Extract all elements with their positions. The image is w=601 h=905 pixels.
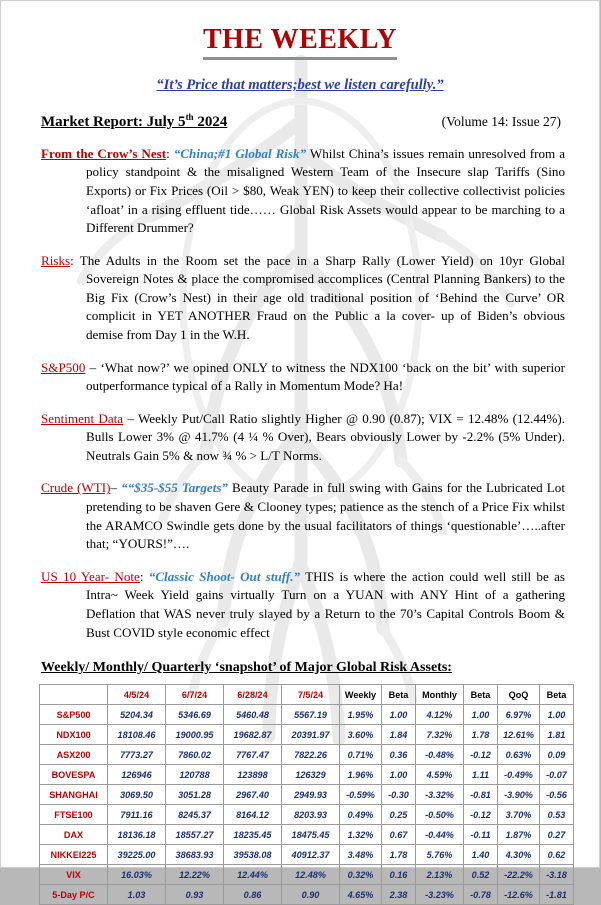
table-cell: 2.38 — [382, 885, 416, 905]
table-cell: 18108.46 — [108, 725, 166, 745]
table-row-label: VIX — [40, 865, 108, 885]
table-cell: -0.78 — [464, 885, 498, 905]
table-cell: 19682.87 — [224, 725, 282, 745]
table-cell: 5.76% — [416, 845, 464, 865]
table-cell: 1.00 — [464, 705, 498, 725]
section-body: THIS is where the action could well still be as Intra~ Week Yield gains virtually Turn on a YUAN with ANY Hint of a gathering Deflation that WAS never truly slayed by a Return to the 70’s Capital Controls Boom & Bust COVID style economic effect — [86, 568, 565, 640]
table-cell: -0.48% — [416, 745, 464, 765]
section-crude-wti — [31, 479, 569, 553]
section-quote: “China;#1 Global Risk” — [173, 145, 307, 161]
table-row — [40, 845, 574, 865]
table-cell: 2949.93 — [282, 785, 340, 805]
tagline: “It’s Price that matters;best we listen carefully.” — [156, 76, 444, 93]
section-body: The Adults in the Room set the pace in a Sharp Rally (Lower Yield) on 10yr Global Sovereign Notes & place the compromised accomplices (Central Planning Bankers) to the Big Fix (Crow’s Nest) in their age old traditional position of ‘Behind the Curve’ OR complicit in YET ANOTHER Fraud on the Public a la cover- up of Biden’s obvious demise from Day 1 in the W.H. — [79, 252, 565, 342]
table-cell: 3.60% — [340, 725, 382, 745]
table-cell: -3.18 — [540, 865, 574, 885]
table-cell: 12.48% — [282, 865, 340, 885]
masthead — [31, 1, 569, 60]
table-row — [40, 705, 574, 725]
table-cell: 123898 — [224, 765, 282, 785]
table-cell: 120788 — [166, 765, 224, 785]
table-cell: -0.59% — [340, 785, 382, 805]
table-row — [40, 785, 574, 805]
table-cell: 3069.50 — [108, 785, 166, 805]
section-separator: : — [70, 252, 74, 268]
table-cell: -0.11 — [464, 825, 498, 845]
table-cell: 6.97% — [498, 705, 540, 725]
table-cell: 0.90 — [282, 885, 340, 905]
table-row — [40, 825, 574, 845]
table-cell: 7911.16 — [108, 805, 166, 825]
table-row — [40, 865, 574, 885]
table-cell: 18235.45 — [224, 825, 282, 845]
table-cell: -0.49% — [498, 765, 540, 785]
table-cell: 18136.18 — [108, 825, 166, 845]
table-cell: 12.22% — [166, 865, 224, 885]
table-cell: 0.53 — [540, 805, 574, 825]
table-cell: 1.87% — [498, 825, 540, 845]
table-row — [40, 805, 574, 825]
table-cell: 18557.27 — [166, 825, 224, 845]
table-row-label: S&P500 — [40, 705, 108, 725]
table-cell: 126946 — [108, 765, 166, 785]
table-cell: 1.78 — [382, 845, 416, 865]
table-cell: -22.2% — [498, 865, 540, 885]
section-crows-nest — [31, 145, 569, 238]
table-cell: 5567.19 — [282, 705, 340, 725]
table-cell: 7860.02 — [166, 745, 224, 765]
table-cell: 1.00 — [382, 705, 416, 725]
table-cell: 5460.48 — [224, 705, 282, 725]
table-cell: 5346.69 — [166, 705, 224, 725]
section-us-10-year-note — [31, 568, 569, 642]
section-sp500 — [31, 359, 569, 396]
risk-assets-table — [39, 684, 574, 905]
table-cell: 0.25 — [382, 805, 416, 825]
report-title — [41, 112, 227, 131]
table-cell: -0.12 — [464, 745, 498, 765]
table-cell: 0.62 — [540, 845, 574, 865]
table-cell: 8245.37 — [166, 805, 224, 825]
section-separator: – — [123, 410, 134, 426]
section-risks — [31, 252, 569, 345]
table-header-cell: Beta — [464, 685, 498, 705]
table-cell: 7.32% — [416, 725, 464, 745]
table-cell: 7773.27 — [108, 745, 166, 765]
table-cell: -1.81 — [540, 885, 574, 905]
section-heading: Crude (WTI) — [41, 480, 111, 496]
table-row — [40, 885, 574, 905]
table-row — [40, 725, 574, 745]
table-header-cell: Beta — [540, 685, 574, 705]
table-cell: 0.16 — [382, 865, 416, 885]
table-row-label: NDX100 — [40, 725, 108, 745]
section-separator: – — [85, 359, 97, 375]
report-title-prefix: Market Report: July 5 — [41, 113, 186, 130]
table-cell: 1.96% — [340, 765, 382, 785]
table-cell: -0.44% — [416, 825, 464, 845]
table-header-cell: QoQ — [498, 685, 540, 705]
table-cell: 2967.40 — [224, 785, 282, 805]
table-cell: 1.00 — [540, 705, 574, 725]
section-heading: From the Crow’s Nest — [41, 145, 167, 161]
table-header-row — [40, 685, 574, 705]
table-cell: 1.78 — [464, 725, 498, 745]
table-cell: 2.13% — [416, 865, 464, 885]
table-cell: 18475.45 — [282, 825, 340, 845]
table-cell: 39225.00 — [108, 845, 166, 865]
table-cell: 39538.08 — [224, 845, 282, 865]
table-cell: 4.65% — [340, 885, 382, 905]
table-cell: 16.03% — [108, 865, 166, 885]
table-title: Weekly/ Monthly/ Quarterly ‘snapshot’ of Major Global Risk Assets: — [41, 660, 452, 676]
table-cell: -0.50% — [416, 805, 464, 825]
table-header-cell: 7/5/24 — [282, 685, 340, 705]
table-header-cell: 6/7/24 — [166, 685, 224, 705]
table-cell: -0.81 — [464, 785, 498, 805]
table-header-cell: 6/28/24 — [224, 685, 282, 705]
table-cell: 0.67 — [382, 825, 416, 845]
section-separator: : — [139, 568, 144, 584]
table-cell: 5204.34 — [108, 705, 166, 725]
table-row-label: ASX200 — [40, 745, 108, 765]
table-cell: 0.27 — [540, 825, 574, 845]
table-cell: 20391.97 — [282, 725, 340, 745]
section-separator: – — [110, 480, 118, 496]
table-cell: -0.07 — [540, 765, 574, 785]
table-header-cell: Beta — [382, 685, 416, 705]
table-cell: 1.81 — [540, 725, 574, 745]
section-body: ‘What now?’ we opined ONLY to witness the NDX100 ‘back on the bit’ with superior outperformance typical of a Rally in Momentum Mode? Ha! — [86, 359, 565, 394]
table-row-label: NIKKEI225 — [40, 845, 108, 865]
table-cell: 1.00 — [382, 765, 416, 785]
table-cell: 3051.28 — [166, 785, 224, 805]
table-cell: 40912.37 — [282, 845, 340, 865]
table-header-cell: Weekly — [340, 685, 382, 705]
table-cell: -3.90% — [498, 785, 540, 805]
table-cell: -0.56 — [540, 785, 574, 805]
table-cell: 19000.95 — [166, 725, 224, 745]
table-cell: 12.61% — [498, 725, 540, 745]
table-cell: 8164.12 — [224, 805, 282, 825]
table-cell: 1.95% — [340, 705, 382, 725]
table-row-label: DAX — [40, 825, 108, 845]
report-header-row — [31, 112, 569, 131]
volume-issue: (Volume 14: Issue 27) — [441, 113, 561, 129]
table-header-cell — [40, 685, 108, 705]
section-heading: Sentiment Data — [41, 410, 124, 426]
table-cell: 0.52 — [464, 865, 498, 885]
section-sentiment-data — [31, 410, 569, 466]
table-cell: 7822.26 — [282, 745, 340, 765]
section-body: Weekly Put/Call Ratio slightly Higher @ 0.90 (0.87); VIX = 12.48% (12.44%). Bulls Lower 3% @ 41.7% (4 ¼ % Over), Bears obviously Lower by -2.2% (5% Under). Neutrals Gain 5% & now ¾ % > L/T Norms. — [86, 410, 565, 463]
table-cell: -0.12 — [464, 805, 498, 825]
table-cell: -3.32% — [416, 785, 464, 805]
table-cell: 0.93 — [166, 885, 224, 905]
table-cell: 126329 — [282, 765, 340, 785]
table-cell: 4.12% — [416, 705, 464, 725]
section-heading: S&P500 — [41, 359, 86, 375]
table-row — [40, 765, 574, 785]
section-quote: “Classic Shoot- Out stuff.” — [148, 568, 301, 584]
report-title-ordinal: th — [185, 111, 194, 122]
table-cell: 1.84 — [382, 725, 416, 745]
table-cell: 0.63% — [498, 745, 540, 765]
table-cell: 4.30% — [498, 845, 540, 865]
table-row-label: BOVESPA — [40, 765, 108, 785]
table-cell: 1.40 — [464, 845, 498, 865]
table-cell: 0.71% — [340, 745, 382, 765]
section-body: Beauty Parade in full swing with Gains for the Lubricated Lot pretending to be shaven Gere & Clooney types; patience as the stench of a Price Fix whilst the ARAMCO Swindle gets done by the usual facilitators of things ‘questionable’…..after that; “YOURS!”…. — [86, 480, 565, 552]
table-cell: 0.36 — [382, 745, 416, 765]
page-title: THE WEEKLY — [203, 25, 397, 60]
table-cell: 0.86 — [224, 885, 282, 905]
table-cell: -3.23% — [416, 885, 464, 905]
table-cell: 3.48% — [340, 845, 382, 865]
table-cell: 0.49% — [340, 805, 382, 825]
table-cell: 3.70% — [498, 805, 540, 825]
tagline-container — [31, 76, 569, 94]
table-cell: 38683.93 — [166, 845, 224, 865]
table-row-label: 5-Day P/C — [40, 885, 108, 905]
report-title-year: 2024 — [197, 113, 228, 130]
section-heading: Risks — [41, 252, 71, 268]
table-cell: 4.59% — [416, 765, 464, 785]
table-cell: 7767.47 — [224, 745, 282, 765]
table-cell: -0.30 — [382, 785, 416, 805]
table-cell: 1.32% — [340, 825, 382, 845]
table-row-label: SHANGHAI — [40, 785, 108, 805]
section-body: Whilst China’s issues remain unresolved from a policy standpoint & the misaligned Western Team of the Insecure slap Tariffs (Sino Exports) or Fix Prices (Oil > $80, Weak YEN) to keep their collective collectivist policies ‘afloat’ in a rising effluent tide…… Global Risk Assets would appear to be marching to a Different Drummer? — [86, 145, 566, 236]
table-cell: 1.11 — [464, 765, 498, 785]
table-cell: 1.03 — [108, 885, 166, 905]
table-row — [40, 745, 574, 765]
table-cell: -12.6% — [498, 885, 540, 905]
table-cell: 0.09 — [540, 745, 574, 765]
table-header-cell: Monthly — [416, 685, 464, 705]
table-cell: 8203.93 — [282, 805, 340, 825]
section-separator: : — [166, 145, 170, 161]
section-quote: ““$35-$55 Targets” — [121, 480, 228, 496]
table-row-label: FTSE100 — [40, 805, 108, 825]
table-cell: 12.44% — [224, 865, 282, 885]
section-heading: US 10 Year- Note — [41, 568, 140, 584]
table-header-cell: 4/5/24 — [108, 685, 166, 705]
table-cell: 0.32% — [340, 865, 382, 885]
